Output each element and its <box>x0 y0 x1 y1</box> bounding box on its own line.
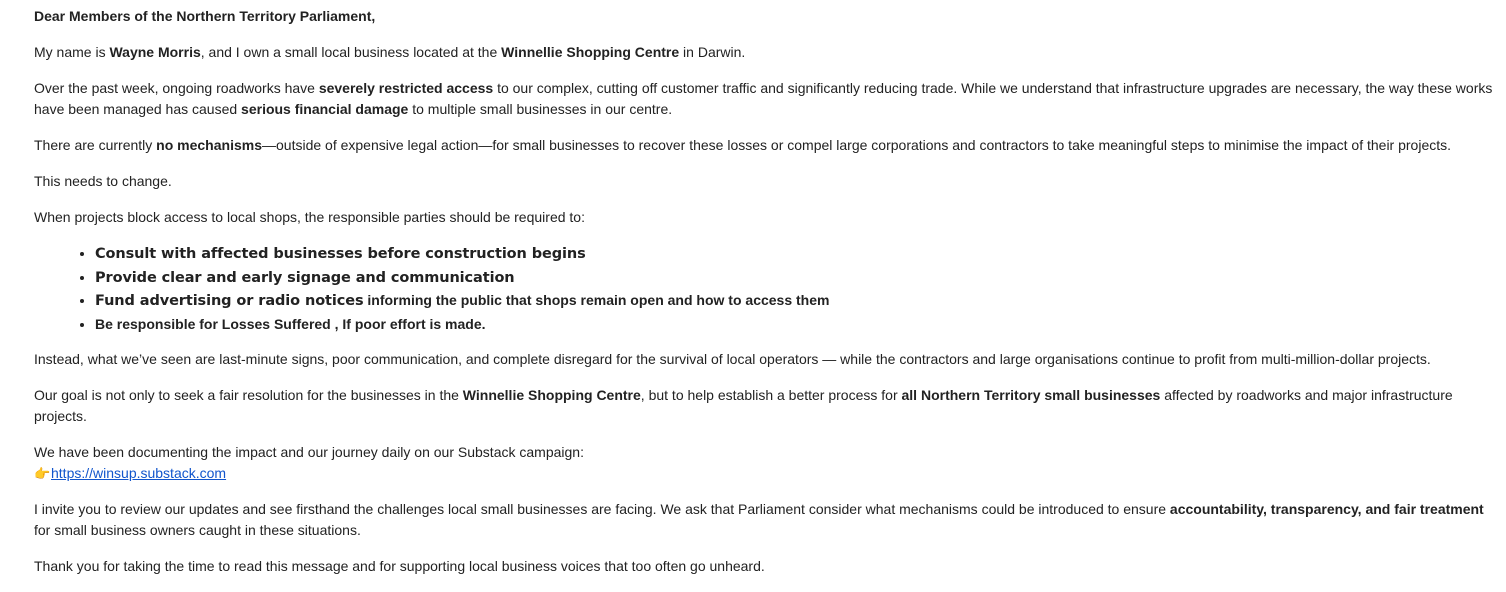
paragraph-roadworks <box>34 78 1494 120</box>
goal-text-3: affected by roadworks and major infrastructure projects. <box>34 386 1453 424</box>
business-location: Winnellie Shopping Centre <box>501 44 680 60</box>
paragraph-instead: Instead, what we’ve seen are last-minute signs, poor communication, and complete disregard for the survival of local operators — while the contractors and large organisations continue to profit from multi-million-dollar projects. <box>34 350 1431 367</box>
substack-link[interactable]: https://winsup.substack.com <box>51 464 227 481</box>
requirements-list <box>34 243 1494 335</box>
paragraph-thanks: Thank you for taking the time to read this message and for supporting local business voices that too often go unheard. <box>34 557 765 574</box>
requirement-bold: Consult with affected businesses before construction begins <box>95 246 586 262</box>
goal-text-1: Our goal is not only to seek a fair resolution for the businesses in the <box>34 386 463 403</box>
invite-text-2: for small business owners caught in these situations. <box>34 521 361 538</box>
invite-text-1: I invite you to review our updates and see firsthand the challenges local small businesses are facing. We ask that Parliament consider what mechanisms could be introduced to ensure <box>34 500 1170 517</box>
roadworks-text-2: to our complex, cutting off customer traffic and significantly reducing trade. While we understand that infrastructure upgrades are necessary, the way these works have been managed has caused <box>34 80 1493 117</box>
intro-text-1: My name is <box>34 44 110 60</box>
paragraph-goal <box>34 385 1494 427</box>
requirement-bold: Be responsible for Losses Suffered , If poor effort is made. <box>95 315 486 332</box>
mechanisms-text-2: —outside of expensive legal action—for small businesses to recover these losses or compel large corporations and contractors to take meaningful steps to minimise the impact of their projects. <box>262 137 1452 153</box>
roadworks-bold-2: serious financial damage <box>241 101 409 117</box>
roadworks-text-3: to multiple small businesses in our centre. <box>408 101 673 117</box>
goal-text-2: , but to help establish a better process for <box>640 386 902 403</box>
roadworks-text-1: Over the past week, ongoing roadworks have <box>34 80 319 96</box>
paragraph-mechanisms <box>34 135 1494 156</box>
mechanisms-text-1: There are currently <box>34 137 157 153</box>
intro-text-2: , and I own a small local business located at the <box>200 44 502 60</box>
letter-body <box>34 6 1494 592</box>
intro-text-3: in Darwin. <box>679 44 746 60</box>
paragraph-invite <box>34 499 1494 541</box>
list-item <box>95 243 1494 265</box>
paragraph-substack <box>34 442 1494 484</box>
goal-bold-2: all Northern Territory small businesses <box>901 386 1161 403</box>
substack-text: We have been documenting the impact and our journey daily on our Substack campaign: <box>34 443 584 460</box>
salutation-text: Dear Members of the Northern Territory Parliament, <box>34 8 376 24</box>
goal-bold-1: Winnellie Shopping Centre <box>462 386 641 403</box>
requirement-rest: informing the public that shops remain open and how to access them <box>363 292 830 308</box>
list-item <box>95 314 1494 335</box>
roadworks-bold-1: severely restricted access <box>318 80 494 96</box>
requirement-bold: Fund advertising or radio notices <box>95 293 364 309</box>
sender-name: Wayne Morris <box>109 44 201 60</box>
requirement-bold: Provide clear and early signage and communication <box>95 269 515 286</box>
invite-bold: accountability, transparency, and fair treatment <box>1169 500 1484 517</box>
salutation <box>34 6 1494 27</box>
list-item <box>95 290 1494 312</box>
paragraph-introduction <box>34 42 1494 63</box>
pointing-hand-icon: 👉 <box>34 465 51 481</box>
list-item <box>95 267 1494 289</box>
paragraph-requirements-intro: When projects block access to local shops, the responsible parties should be required to: <box>34 209 585 225</box>
paragraph-change: This needs to change. <box>34 173 172 189</box>
mechanisms-bold: no mechanisms <box>156 137 262 153</box>
